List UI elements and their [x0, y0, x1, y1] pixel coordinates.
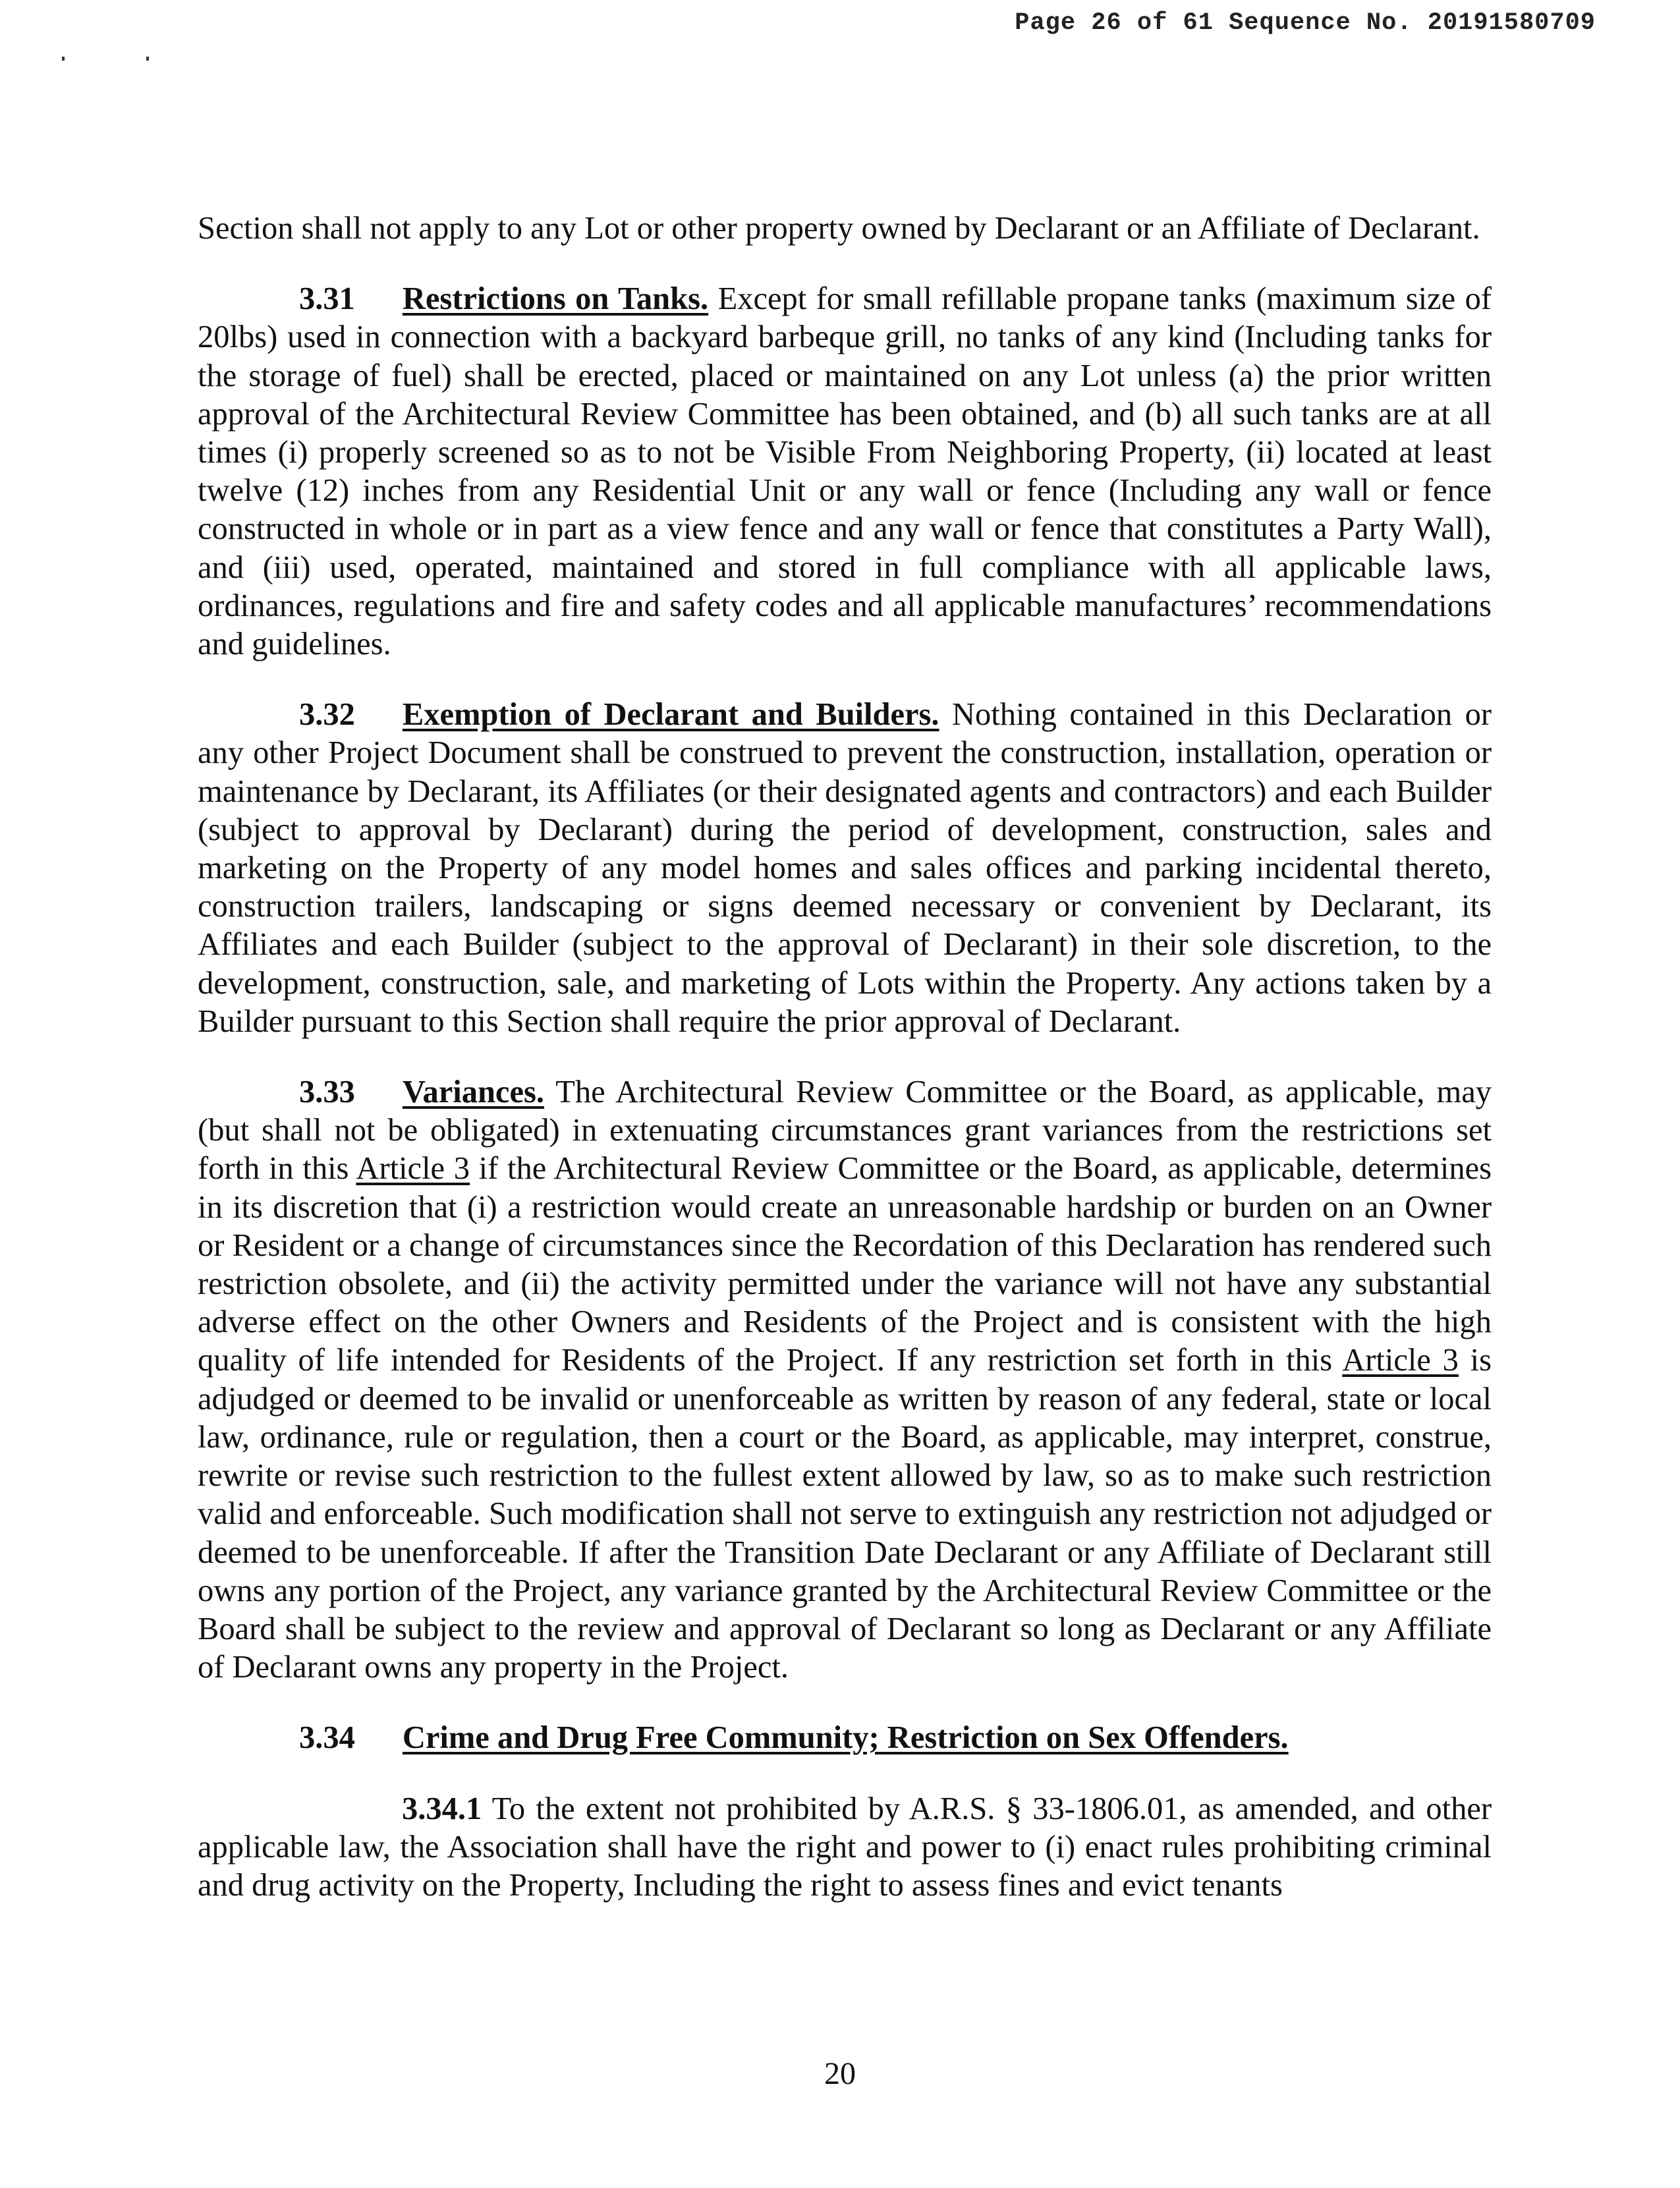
section-3-34-1	[198, 1790, 1492, 1905]
section-number: 3.32	[299, 697, 355, 733]
scan-speck	[146, 57, 149, 61]
article-reference: Article 3	[1342, 1343, 1459, 1378]
scan-speck	[62, 57, 65, 61]
document-body	[198, 210, 1492, 1937]
page-sequence-header: Page 26 of 61 Sequence No. 20191580709	[1015, 9, 1596, 37]
section-number: 3.34.1	[402, 1791, 482, 1826]
section-title: Exemption of Declarant and Builders.	[402, 697, 939, 733]
section-text: The Architectural Review Committee or the Board, as applicable, may (but shall not be obligated) in extenuating circumstances grant variances from the restrictions set forth in this	[198, 1075, 1492, 1187]
section-text: is adjudged or deemed to be invalid or unenforceable as written by reason of any federal, state or local law, ordinance, rule or regulation, then a court or the Board, as applicable, may interpret, construe, rewrite or revise such restriction to the fullest extent allowed by law, so as to make such restriction valid and enforceable. Such modification shall not serve to extinguish any restriction not adjudged or deemed to be unenforceable. If after the Transition Date Declarant or any Affiliate of Declarant still owns any portion of the Project, any variance granted by the Architectural Review Committee or the Board shall be subject to the review and approval of Declarant so long as Declarant or any Affiliate of Declarant owns any property in the Project.	[198, 1343, 1492, 1685]
paragraph-text: Section shall not apply to any Lot or other property owned by Declarant or an Affiliate of Declarant.	[198, 211, 1480, 246]
article-reference: Article 3	[356, 1151, 470, 1187]
section-number: 3.31	[299, 281, 355, 317]
section-text: Except for small refillable propane tanks (maximum size of 20lbs) used in connection with a backyard barbeque grill, no tanks of any kind (Including tanks for the storage of fuel) shall be erected, placed or maintained on any Lot unless (a) the prior written approval of the Architectural Review Committee has been obtained, and (b) all such tanks are at all times (i) properly screened so as to not be Visible From Neighboring Property, (ii) located at least twelve (12) inches from any Residential Unit or any wall or fence (Including any wall or fence constructed in whole or in part as a view fence and any wall or fence that constitutes a Party Wall), and (iii) used, operated, maintained and stored in full compliance with all applicable laws, ordinances, regulations and fire and safety codes and all applicable manufactures’ recommendations and guidelines.	[198, 281, 1492, 662]
section-3-31	[198, 280, 1492, 663]
section-3-33	[198, 1073, 1492, 1687]
section-title: Restrictions on Tanks.	[402, 281, 709, 317]
section-number: 3.34	[299, 1720, 355, 1756]
section-text: To the extent not prohibited by A.R.S. § 33-1806.01, as amended, and other applicable law, the Association shall have the right and power to (i) enact rules prohibiting criminal and drug activity on the Property, Including the right to assess fines and evict tenants	[198, 1791, 1492, 1903]
paragraph-continuation	[198, 210, 1492, 248]
section-3-34	[198, 1719, 1492, 1757]
section-3-32	[198, 696, 1492, 1041]
section-text: Nothing contained in this Declaration or any other Project Document shall be construed to prevent the construction, installation, operation or maintenance by Declarant, its Affiliates (or their designated agents and contractors) and each Builder (subject to approval by Declarant) during the period of development, construction, sales and marketing on the Property of any model homes and sales offices and parking incidental thereto, construction trailers, landscaping or signs deemed necessary or convenient by Declarant, its Affiliates and each Builder (subject to the approval of Declarant) in their sole discretion, to the development, construction, sale, and marketing of Lots within the Property. Any actions taken by a Builder pursuant to this Section shall require the prior approval of Declarant.	[198, 697, 1492, 1039]
section-text: if the Architectural Review Committee or the Board, as applicable, determines in its discretion that (i) a restriction would create an unreasonable hardship or burden on an Owner or Resident or a change of circumstances since the Recordation of this Declaration has rendered such restriction obsolete, and (ii) the activity permitted under the variance will not have any substantial adverse effect on the other Owners and Residents of the Project and is consistent with the high quality of life intended for Residents of the Project. If any restriction set forth in this	[198, 1151, 1492, 1378]
section-number: 3.33	[299, 1075, 355, 1110]
section-title: Crime and Drug Free Community; Restriction on Sex Offenders.	[402, 1720, 1289, 1756]
section-title: Variances.	[402, 1075, 544, 1110]
page-number: 20	[824, 2056, 856, 2091]
